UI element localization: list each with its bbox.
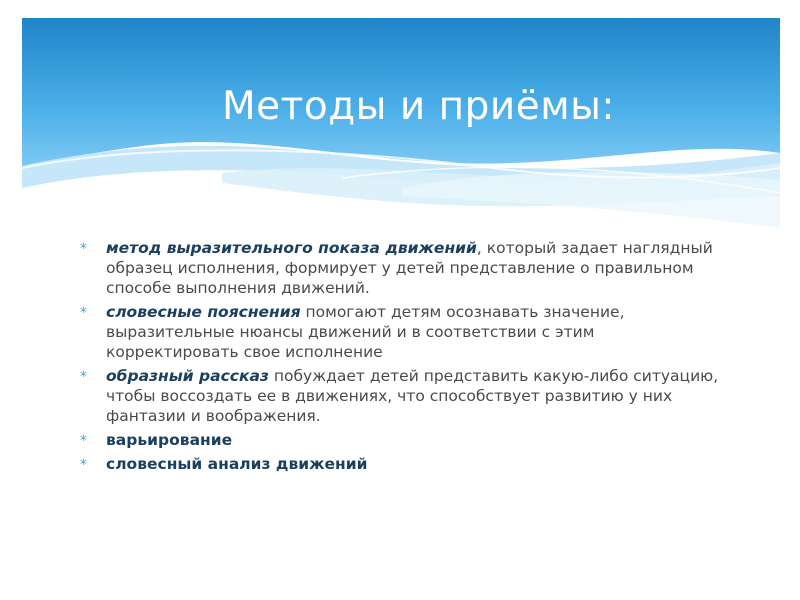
star-bullet-icon: * (80, 369, 87, 385)
list-item (80, 366, 720, 426)
star-bullet-icon: * (80, 241, 87, 257)
content-area (80, 238, 720, 478)
item-term: образный рассказ (106, 367, 269, 385)
item-text: помогают детям осознавать значение, выразительные нюансы движений и в соответствии с этим корректировать свое исполнение (106, 303, 625, 361)
item-term: словесные пояснения (106, 303, 301, 321)
item-text: , который задает наглядный образец исполнения, формирует у детей представление о правильном способе выполнения движений. (106, 239, 713, 297)
item-term: словесный анализ движений (106, 455, 368, 473)
slide-title: Методы и приёмы: (222, 84, 616, 129)
list-item (80, 454, 720, 474)
star-bullet-icon: * (80, 457, 87, 473)
item-term: варьирование (106, 431, 233, 449)
bullet-list (80, 238, 720, 474)
star-bullet-icon: * (80, 305, 87, 321)
item-term: метод выразительного показа движений (106, 239, 477, 257)
list-item (80, 302, 720, 362)
list-item (80, 238, 720, 298)
header-banner (22, 18, 780, 228)
item-text: побуждает детей представить какую-либо ситуацию, чтобы воссоздать ее в движениях, что способствует развитию у них фантазии и воображения. (106, 367, 719, 425)
list-item (80, 430, 720, 450)
star-bullet-icon: * (80, 433, 87, 449)
